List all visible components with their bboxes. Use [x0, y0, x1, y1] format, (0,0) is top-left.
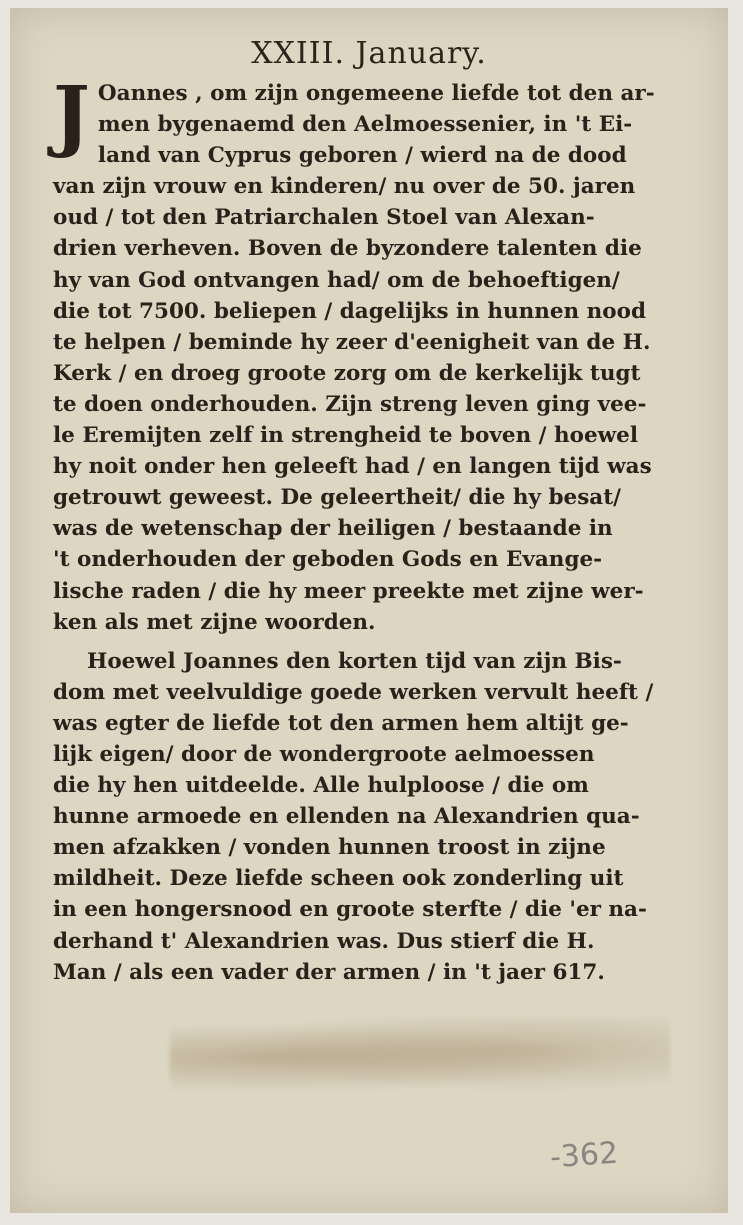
- text-line: hy noit onder hen geleeft had / en langen tijd was: [53, 454, 652, 480]
- text-line: Hoewel Joannes den korten tijd van zijn Bis-: [87, 648, 622, 674]
- text-line: ken als met zijne woorden.: [53, 609, 376, 635]
- paragraph-2: [53, 646, 713, 988]
- ink-bleed-through: [170, 1018, 670, 1098]
- page-title: XXIII. January.: [251, 36, 487, 71]
- text-line: lische raden / die hy meer preekte met zijne wer-: [53, 578, 644, 604]
- text-line: Oannes , om zijn ongemeene liefde tot den ar-: [97, 81, 655, 106]
- text-line: lijk eigen/ door de wondergroote aelmoessen: [53, 741, 595, 767]
- text-line: 't onderhouden der geboden Gods en Evange-: [53, 547, 603, 573]
- text-line: die tot 7500. beliepen / dagelijks in hunnen nood: [53, 298, 646, 324]
- printed-page: [10, 8, 728, 1213]
- text-line: dom met veelvuldige goede werken vervult heeft /: [53, 679, 654, 705]
- text-line: van zijn vrouw en kinderen/ nu over de 50. jaren: [53, 174, 636, 200]
- text-line: was egter de liefde tot den armen hem altijt ge-: [53, 710, 629, 736]
- text-line: le Eremijten zelf in strengheid te boven / hoewel: [53, 423, 639, 449]
- paragraph-1: [53, 70, 713, 638]
- drop-cap: J: [53, 70, 90, 161]
- text-line: drien verheven. Boven de byzondere talenten die: [53, 236, 642, 262]
- text-line: die hy hen uitdeelde. Alle hulploose / die om: [53, 773, 589, 799]
- text-line: getrouwt geweest. De geleertheit/ die hy besat/: [53, 485, 622, 511]
- text-line: te helpen / beminde hy zeer d'eenigheit van de H.: [53, 329, 651, 355]
- text-line: land van Cyprus geboren / wierd na de dood: [97, 143, 627, 169]
- text-line: te doen onderhouden. Zijn streng leven ging vee-: [53, 391, 647, 417]
- text-line: mildheit. Deze liefde scheen ook zonderling uit: [53, 866, 624, 892]
- text-line: Kerk / en droeg groote zorg om de kerkelijk tugt: [53, 360, 641, 386]
- text-line: men afzakken / vonden hunnen troost in zijne: [53, 835, 606, 861]
- text-line: oud / tot den Patriarchalen Stoel van Alexan-: [53, 205, 595, 231]
- text-line: in een hongersnood en groote sterfte / die 'er na-: [53, 897, 647, 923]
- text-line: Man / als een vader der armen / in 't jaer 617.: [53, 959, 605, 985]
- text-line: men bygenaemd den Aelmoessenier, in 't Ei-: [97, 112, 633, 138]
- pencil-annotation: -362: [548, 1135, 620, 1176]
- text-line: derhand t' Alexandrien was. Dus stierf die H.: [53, 928, 595, 954]
- text-body: [53, 70, 713, 988]
- text-line: hunne armoede en ellenden na Alexandrien qua-: [53, 804, 640, 830]
- text-line: was de wetenschap der heiligen / bestaande in: [53, 516, 613, 542]
- text-line: hy van God ontvangen had/ om de behoeftigen/: [53, 267, 620, 293]
